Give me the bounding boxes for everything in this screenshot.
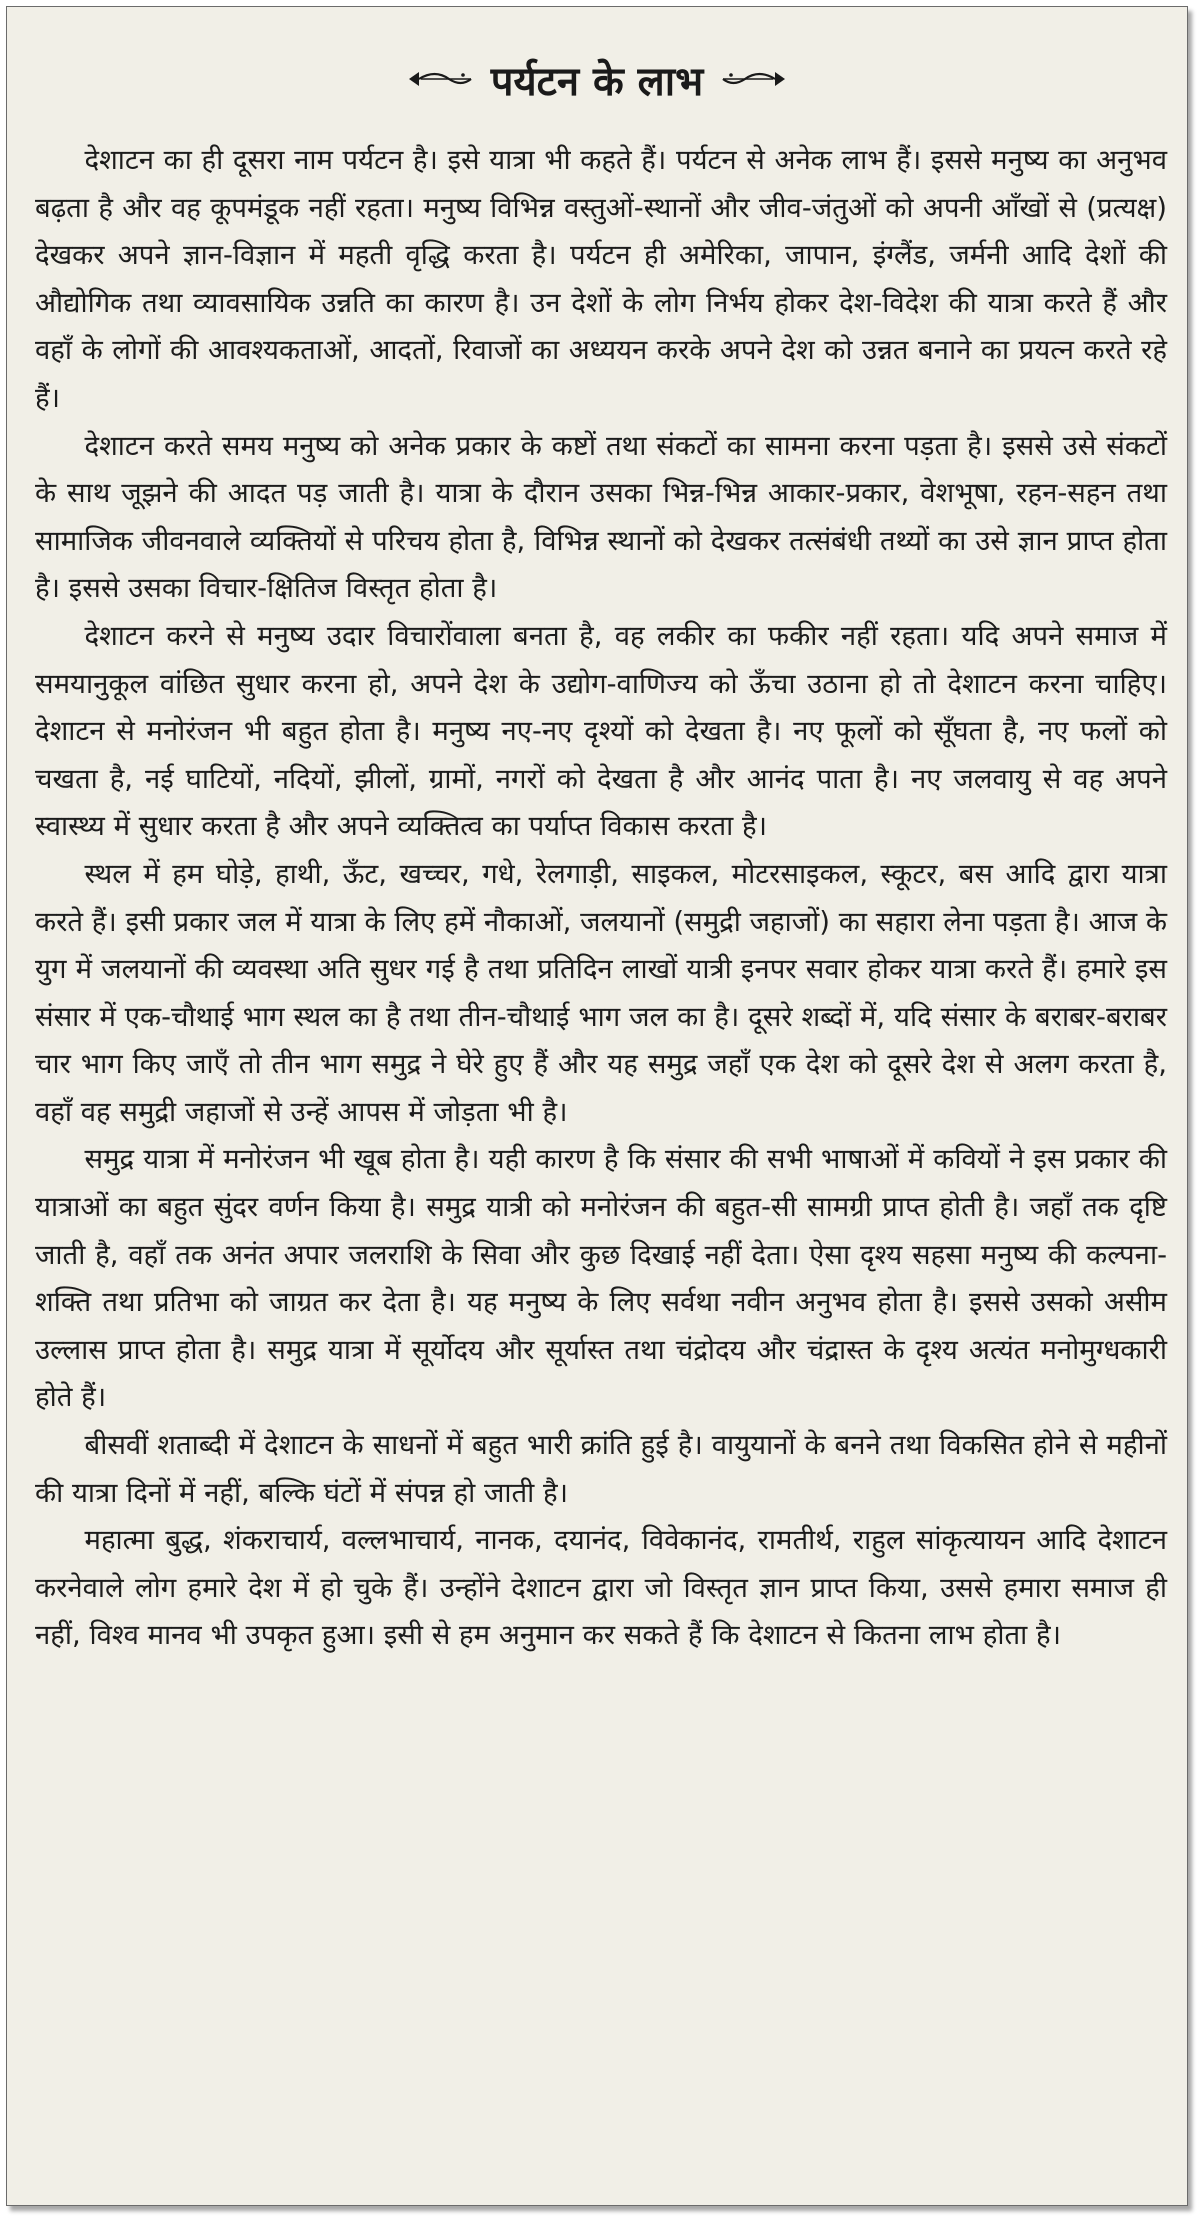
page-title: पर्यटन के लाभ bbox=[490, 58, 704, 105]
essay-body bbox=[35, 137, 1167, 1660]
flourish-right-icon bbox=[719, 67, 789, 91]
paragraph-3: देशाटन करने से मनुष्य उदार विचारोंवाला बनता है, वह लकीर का फकीर नहीं रहता। यदि अपने समाज में समयानुकूल वांछित सुधार करना हो, अपने देश के उद्योग-वाणिज्य को ऊँचा उठाना हो तो देशाटन करना चाहिए। देशाटन से मनोरंजन भी बहुत होता है। मनुष्य नए-नए दृश्यों को देखता है। नए फूलों को सूँघता है, नए फलों को चखता है, नई घाटियों, नदियों, झीलों, ग्रामों, नगरों को देखता है और आनंद पाता है। नए जलवायु से वह अपने स्वास्थ्य में सुधार करता है और अपने व्यक्तित्व का पर्याप्त विकास करता है। bbox=[35, 619, 1167, 843]
flourish-left-icon bbox=[405, 67, 475, 91]
scanned-page bbox=[6, 6, 1188, 2206]
paragraph-2: देशाटन करते समय मनुष्य को अनेक प्रकार के कष्टों तथा संकटों का सामना करना पड़ता है। इससे उसे संकटों के साथ जूझने की आदत पड़ जाती है। यात्रा के दौरान उसका भिन्न-भिन्न आकार-प्रकार, वेशभूषा, रहन-सहन तथा सामाजिक जीवनवाले व्यक्तियों से परिचय होता है, विभिन्न स्थानों को देखकर तत्संबंधी तथ्यों का उसे ज्ञान प्राप्त होता है। इससे उसका विचार-क्षितिज विस्तृत होता है। bbox=[35, 429, 1167, 605]
paragraph-1: देशाटन का ही दूसरा नाम पर्यटन है। इसे यात्रा भी कहते हैं। पर्यटन से अनेक लाभ हैं। इससे मनुष्य का अनुभव बढ़ता है और वह कूपमंडूक नहीं रहता। मनुष्य विभिन्न वस्तुओं-स्थानों और जीव-जंतुओं को अपनी आँखों से (प्रत्यक्ष) देखकर अपने ज्ञान-विज्ञान में महती वृद्धि करता है। पर्यटन ही अमेरिका, जापान, इंग्लैंड, जर्मनी आदि देशों की औद्योगिक तथा व्यावसायिक उन्नति का कारण है। उन देशों के लोग निर्भय होकर देश-विदेश की यात्रा करते हैं और वहाँ के लोगों की आवश्यकताओं, आदतों, रिवाजों का अध्ययन करके अपने देश को उन्नत बनाने का प्रयत्न करते रहे हैं। bbox=[35, 144, 1167, 414]
paragraph-5: समुद्र यात्रा में मनोरंजन भी खूब होता है। यही कारण है कि संसार की सभी भाषाओं में कवियों ने इस प्रकार की यात्राओं का बहुत सुंदर वर्णन किया है। समुद्र यात्री को मनोरंजन की बहुत-सी सामग्री प्राप्त होती है। जहाँ तक दृष्टि जाती है, वहाँ तक अनंत अपार जलराशि के सिवा और कुछ दिखाई नहीं देता। ऐसा दृश्य सहसा मनुष्य की कल्पना-शक्ति तथा प्रतिभा को जाग्रत कर देता है। यह मनुष्य के लिए सर्वथा नवीन अनुभव होता है। इससे उसको असीम उल्लास प्राप्त होता है। समुद्र यात्रा में सूर्योदय और सूर्यास्त तथा चंद्रोदय और चंद्रास्त के दृश्य अत्यंत मनोमुग्धकारी होते हैं। bbox=[35, 1143, 1167, 1414]
title-row bbox=[7, 49, 1187, 109]
paragraph-7: महात्मा बुद्ध, शंकराचार्य, वल्लभाचार्य, नानक, दयानंद, विवेकानंद, रामतीर्थ, राहुल सांकृत्यायन आदि देशाटन करनेवाले लोग हमारे देश में हो चुके हैं। उन्होंने देशाटन द्वारा जो विस्तृत ज्ञान प्राप्त किया, उससे हमारा समाज ही नहीं, विश्व मानव भी उपकृत हुआ। इसी से हम अनुमान कर सकते हैं कि देशाटन से कितना लाभ होता है। bbox=[35, 1524, 1167, 1652]
paragraph-6: बीसवीं शताब्दी में देशाटन के साधनों में बहुत भारी क्रांति हुई है। वायुयानों के बनने तथा विकसित होने से महीनों की यात्रा दिनों में नहीं, बल्कि घंटों में संपन्न हो जाती है। bbox=[35, 1429, 1167, 1509]
paragraph-4: स्थल में हम घोड़े, हाथी, ऊँट, खच्चर, गधे, रेलगाड़ी, साइकल, मोटरसाइकल, स्कूटर, बस आदि द्वारा यात्रा करते हैं। इसी प्रकार जल में यात्रा के लिए हमें नौकाओं, जलयानों (समुद्री जहाजों) का सहारा लेना पड़ता है। आज के युग में जलयानों की व्यवस्था अति सुधर गई है तथा प्रतिदिन लाखों यात्री इनपर सवार होकर यात्रा करते हैं। हमारे इस संसार में एक-चौथाई भाग स्थल का है तथा तीन-चौथाई भाग जल का है। दूसरे शब्दों में, यदि संसार के बराबर-बराबर चार भाग किए जाएँ तो तीन भाग समुद्र ने घेरे हुए हैं और यह समुद्र जहाँ एक देश को दूसरे देश से अलग करता है, वहाँ वह समुद्री जहाजों से उन्हें आपस में जोड़ता भी है। bbox=[35, 857, 1167, 1128]
